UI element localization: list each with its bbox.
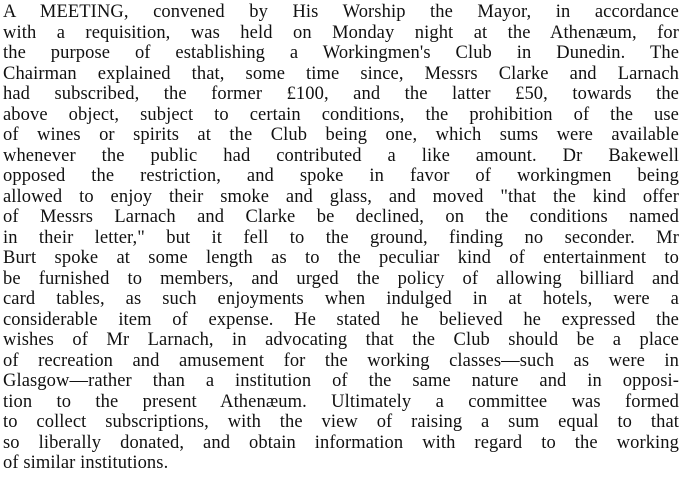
article-line: so liberally donated, and obtain information with regard to the working	[3, 432, 679, 453]
article-line: of wines or spirits at the Club being one, which sums were available	[3, 125, 679, 145]
article-line: the purpose of establishing a Workingmen's Club in Dunedin. The	[3, 43, 679, 63]
article-line: of Messrs Larnach and Clarke be declined, on the conditions named	[3, 207, 679, 227]
newspaper-article	[3, 2, 679, 474]
article-line: Burt spoke at some length as to the peculiar kind of entertainment to	[3, 248, 679, 268]
article-line: opposed the restriction, and spoke in favor of workingmen being	[3, 166, 679, 186]
article-line: in their letter," but it fell to the ground, finding no seconder. Mr	[3, 227, 679, 248]
article-line: of similar institutions.	[3, 453, 169, 473]
article-line: considerable item of expense. He stated he believed he expressed the	[3, 309, 679, 330]
article-line: allowed to enjoy their smoke and glass, and moved "that the kind offer	[3, 186, 679, 207]
article-line: card tables, as such enjoyments when indulged in at hotels, were a	[3, 289, 679, 309]
article-line: whenever the public had contributed a like amount. Dr Bakewell	[3, 145, 679, 166]
article-line: A MEETING, convened by His Worship the Mayor, in accordance	[3, 2, 679, 22]
article-line: above object, subject to certain conditions, the prohibition of the use	[3, 104, 679, 125]
article-line: wishes of Mr Larnach, in advocating that the Club should be a place	[3, 330, 679, 350]
article-line: to collect subscriptions, with the view of raising a sum equal to that	[3, 412, 679, 432]
article-line: with a requisition, was held on Monday night at the Athenæum, for	[3, 22, 679, 43]
article-line: tion to the present Athenæum. Ultimately a committee was formed	[3, 391, 679, 412]
article-line: had subscribed, the former £100, and the latter £50, towards the	[3, 84, 679, 104]
article-line: be furnished to members, and urged the policy of allowing billiard and	[3, 268, 679, 289]
article-line: Chairman explained that, some time since, Messrs Clarke and Larnach	[3, 63, 679, 84]
article-line: of recreation and amusement for the working classes—such as were in	[3, 350, 679, 371]
article-line: Glasgow—rather than a institution of the same nature and in opposi-	[3, 371, 679, 391]
